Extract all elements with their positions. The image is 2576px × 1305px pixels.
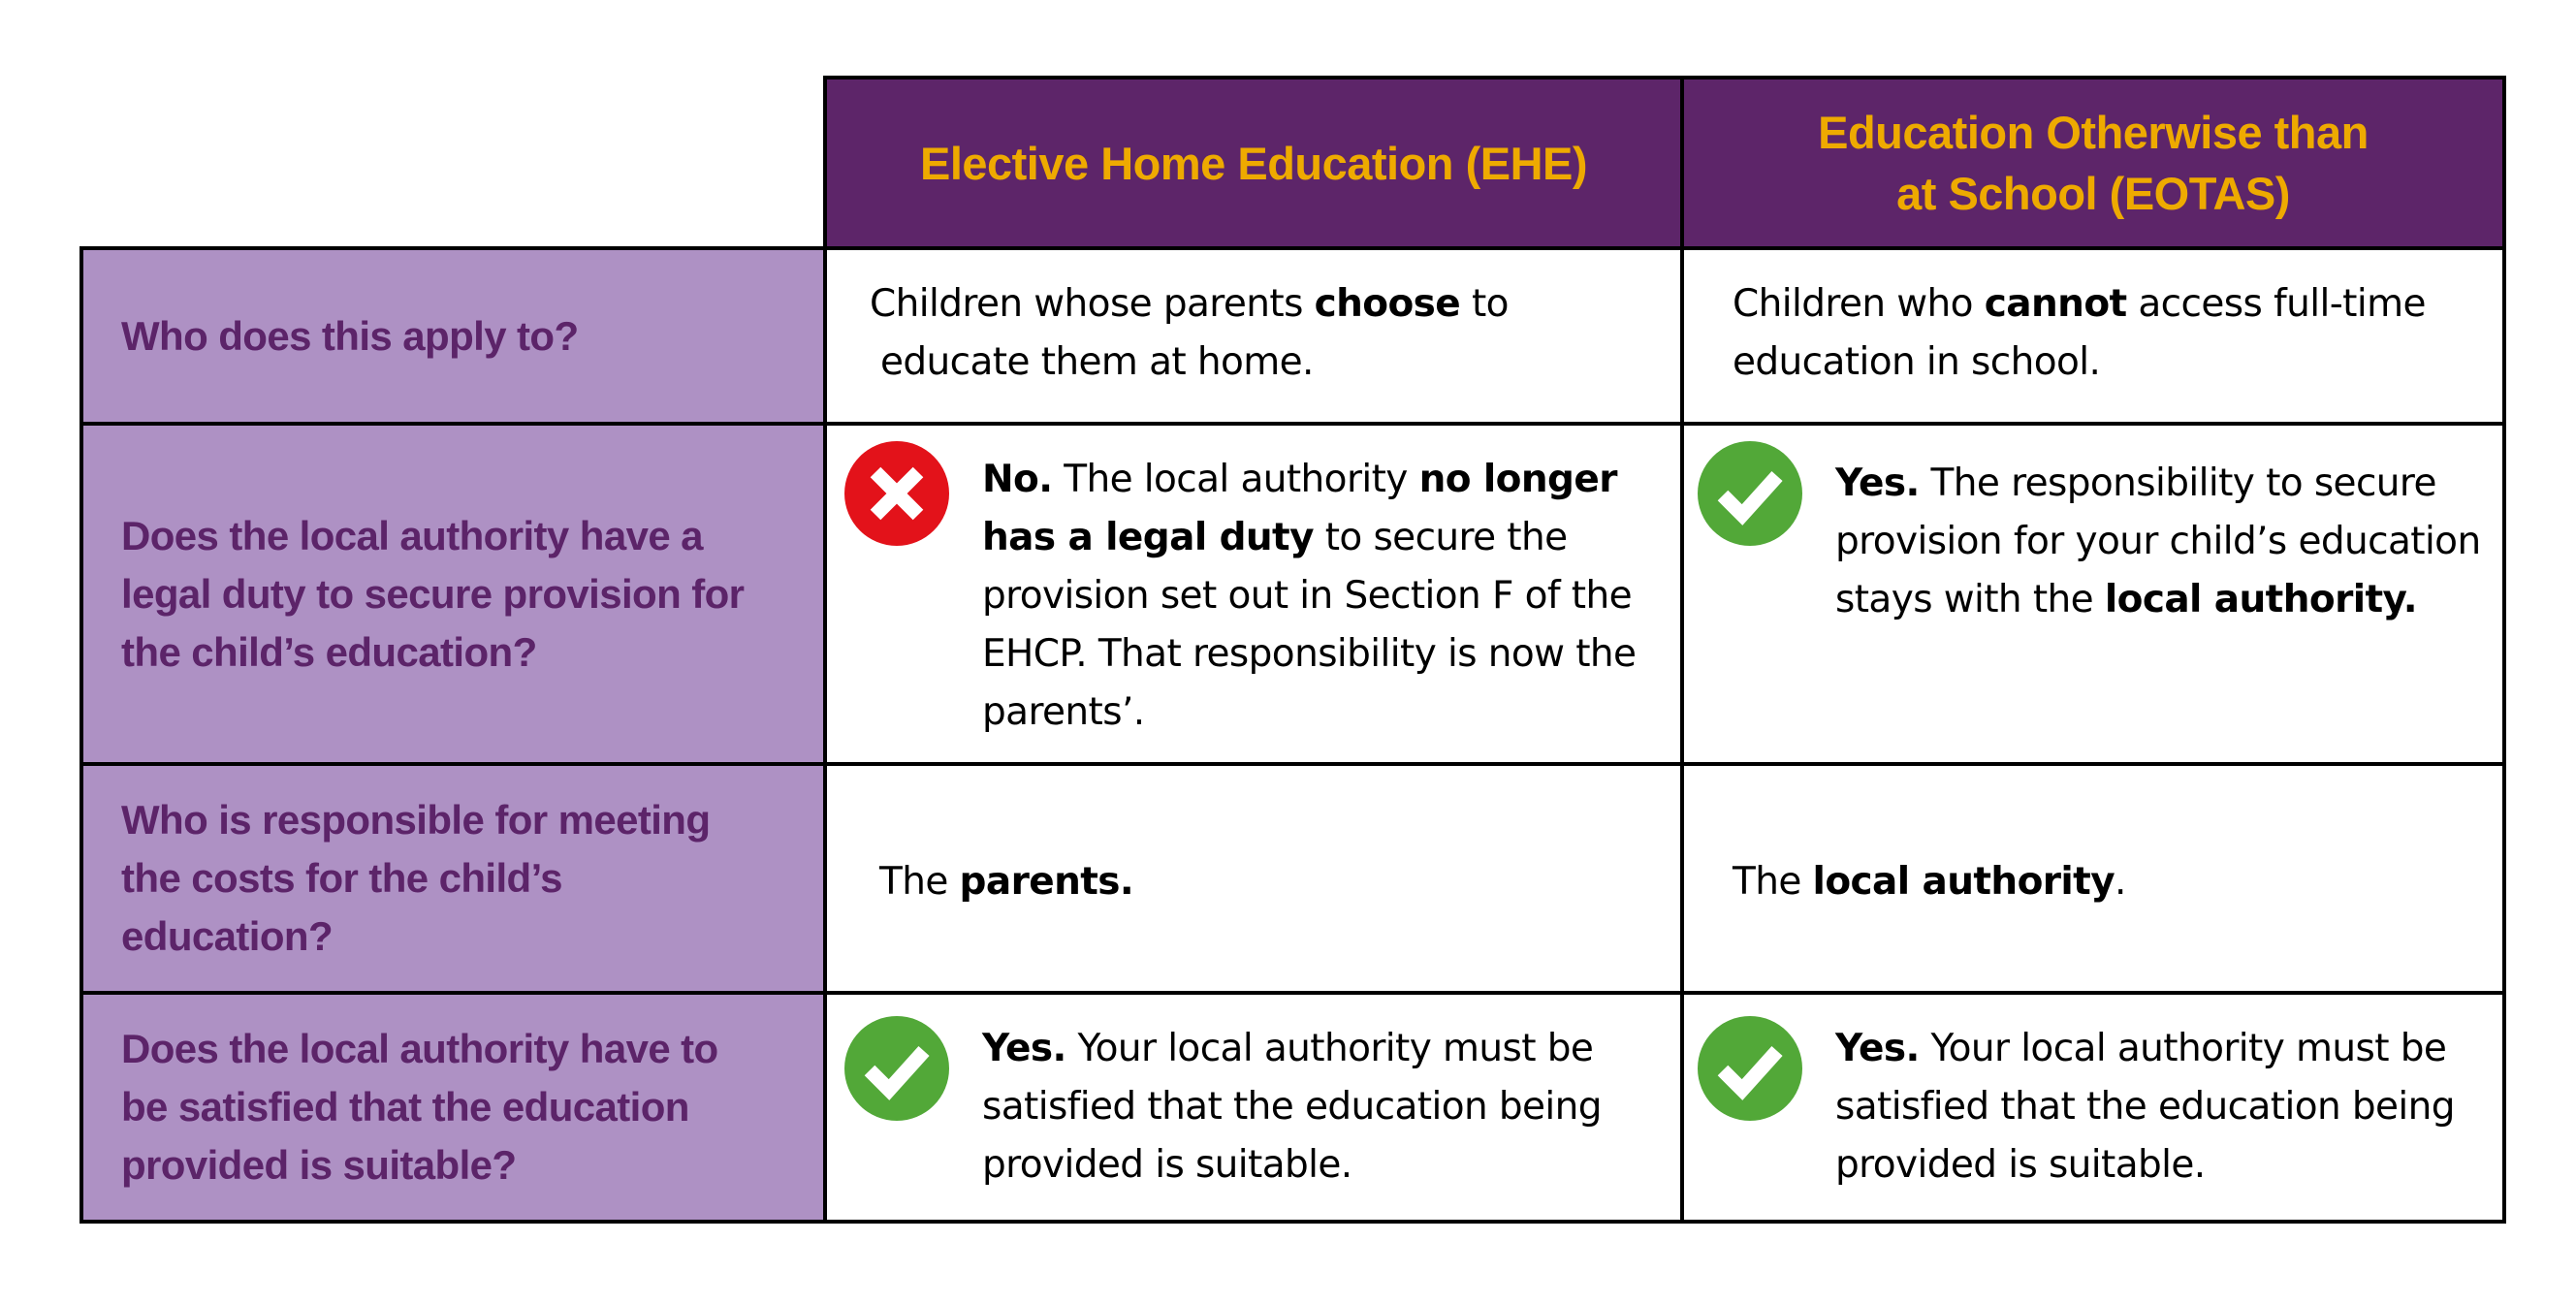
emphasis: parents. [959,860,1134,904]
header-eotas-line1: Education Otherwise than [1818,107,2369,158]
cell-text: The parents. [879,860,1134,904]
emphasis: choose [1314,282,1461,326]
cell-eotas-suitable [1680,991,2506,1224]
cell-ehe-who-applies [823,246,1684,426]
cell-text: Children who cannot access full-time education in school. [1733,282,2426,384]
row-label-text: Does the local authority have a legal duty to secure provision for the child’s education? [121,512,745,675]
cell-ehe-costs [823,762,1684,995]
header-eotas [1680,76,2506,250]
header-eotas-line2: at School (EOTAS) [1896,168,2290,219]
cell-text: No. The local authority no longer has a legal duty to secure the provision set out in Section F of the EHCP. That responsibility is now the parents’. [982,458,1637,734]
answer-yes: Yes. [1835,1027,1920,1070]
answer-yes: Yes. [1835,462,1920,505]
header-ehe-title: Elective Home Education (EHE) [919,137,1588,189]
header-ehe [823,76,1684,250]
check-icon [1698,441,1802,546]
row-label-text: Does the local authority have to be satisfied that the education provided is suitable? [121,1026,718,1188]
row-label-legal-duty [80,422,827,766]
answer-no: No. [982,458,1053,501]
cell-text: The local authority. [1733,860,2126,904]
check-icon [844,1016,949,1121]
cell-eotas-who-applies [1680,246,2506,426]
cell-ehe-legal-duty [823,422,1684,766]
cross-icon [844,441,949,546]
header-eotas-title [1818,102,2369,224]
cell-eotas-costs [1680,762,2506,995]
check-icon [1698,1016,1802,1121]
row-label-costs [80,762,827,995]
row-label-text: Who does this apply to? [121,312,579,359]
cell-text: Yes. Your local authority must be satisfied that the education being provided is suitable. [1835,1027,2455,1187]
emphasis: local authority [1812,860,2115,904]
cell-ehe-suitable [823,991,1684,1224]
row-label-suitable [80,991,827,1224]
emphasis: cannot [1984,282,2127,326]
cell-text: Yes. Your local authority must be satisfied that the education being provided is suitable. [982,1027,1602,1187]
answer-yes: Yes. [982,1027,1066,1070]
cell-text: Children whose parents choose to educate them at home. [870,282,1509,384]
cell-text: Yes. The responsibility to secure provision for your child’s education stays with the local authority. [1835,462,2481,621]
cell-eotas-legal-duty [1680,422,2506,766]
row-label-who-applies [80,246,827,426]
row-label-text: Who is responsible for meeting the costs for the child’s education? [121,797,711,959]
